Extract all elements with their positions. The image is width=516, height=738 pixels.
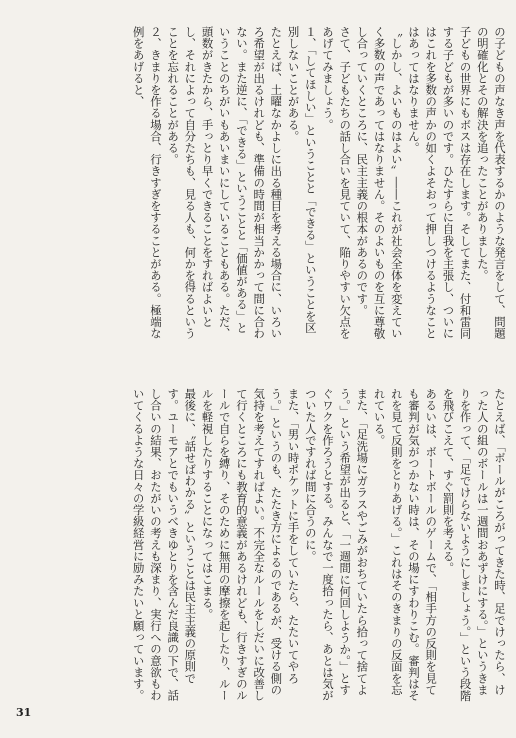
paragraph: たとえば、「ボールがころがってきた時、足でけったら、けった人の組のボールは一週間おあずけにする。」というきまりを作って、「足でけらないようにしましょう。」という段階を飛びこえて、すぐ罰則を考える。 — [441, 388, 507, 702]
paragraph: また、「男い時ポケットに手をしていたら、たたいてやろう。」というのも、たたき方によるのであるが、受ける側の気持を考えてすればよい。不完全なルールをしだいに改善して行くところにも教育的意義があるけれども、行きすぎのルールで自らを縛り、そのために無用の摩擦を起したり、ルールを軽視したりすることになってはこまる。 — [200, 388, 301, 702]
paragraph: あるいは、ボートボールのゲームで、「相手方の反則を見ても審判が気がつかない時は、その場にすわりこむ。審判はそれを見て反則をとりあげる。」これはそのきまりの反面を忘れている。 — [372, 388, 439, 702]
paragraph: 子どもの世界にもボスは存在します。そしてまた、付和雷同する子どもが多いのです。ひたすらに自我を主張し、ついにはこれを多数の声かの如くよそおって押しつけるようなことはあってはなりません。 — [406, 26, 473, 340]
paragraph: さて、子どもたちの話し合いを見ていて、陥りやすい欠点をあげてみましょう。 — [320, 26, 353, 340]
paragraph: 最後に、〝話せばわかる〟ということは民主主義の原則です。ユーモアとでもいうべきゆとりを含んだ良識の下で、話し合いの結果、おたがいの考えも深まり、実行への意欲もわいてくるような日々の学級経営に励みたいと願っています。 — [131, 388, 198, 702]
upper-text-block — [26, 26, 508, 342]
paragraph: たとえば、土曜なかよしに出る種目を考える場合に、いろいろ希望が出るけれども、準備の時間が相当かかって間に合わない。また逆に、「できる」ということと「価値がある」ということのちがいもあいまいにしていることもある。ただ、頭数がきたから、手っとり早くできることをすればよいとし、それによって自分たちも、見る人も、何かを得るということを忘れることがある。 — [166, 26, 284, 340]
paragraph: ２、きまりを作る場合、行きすぎをすることがある。極端な例をあげると、 — [131, 26, 163, 340]
paragraph: １、「してほしい」ということと「できる」ということを区別しないことがある。 — [286, 26, 318, 334]
page-number: 31 — [16, 706, 32, 719]
lower-text-block — [26, 388, 508, 706]
paragraph: また、「足洗場にガラスやごみがおちていたら拾って捨てよう。」という希望が出ると、「一週間に何回しようか。」とすぐワクを作ろうとする。みんなで一度拾ったら、あとは気がついた人ですれば間に合うのに。 — [303, 388, 370, 702]
paragraph: 〝しかし、よいものはよい〟――これが社会全体を変えていく多数の声であってはなりません。そのよいものを互に尊敬し合っていくところに、民主主義の根本があるのです。 — [355, 26, 404, 340]
paragraph: の子どもの声なき声を代表するかのような発言をして、問題の明確化とその解決を追ったことがありました。 — [475, 26, 507, 340]
